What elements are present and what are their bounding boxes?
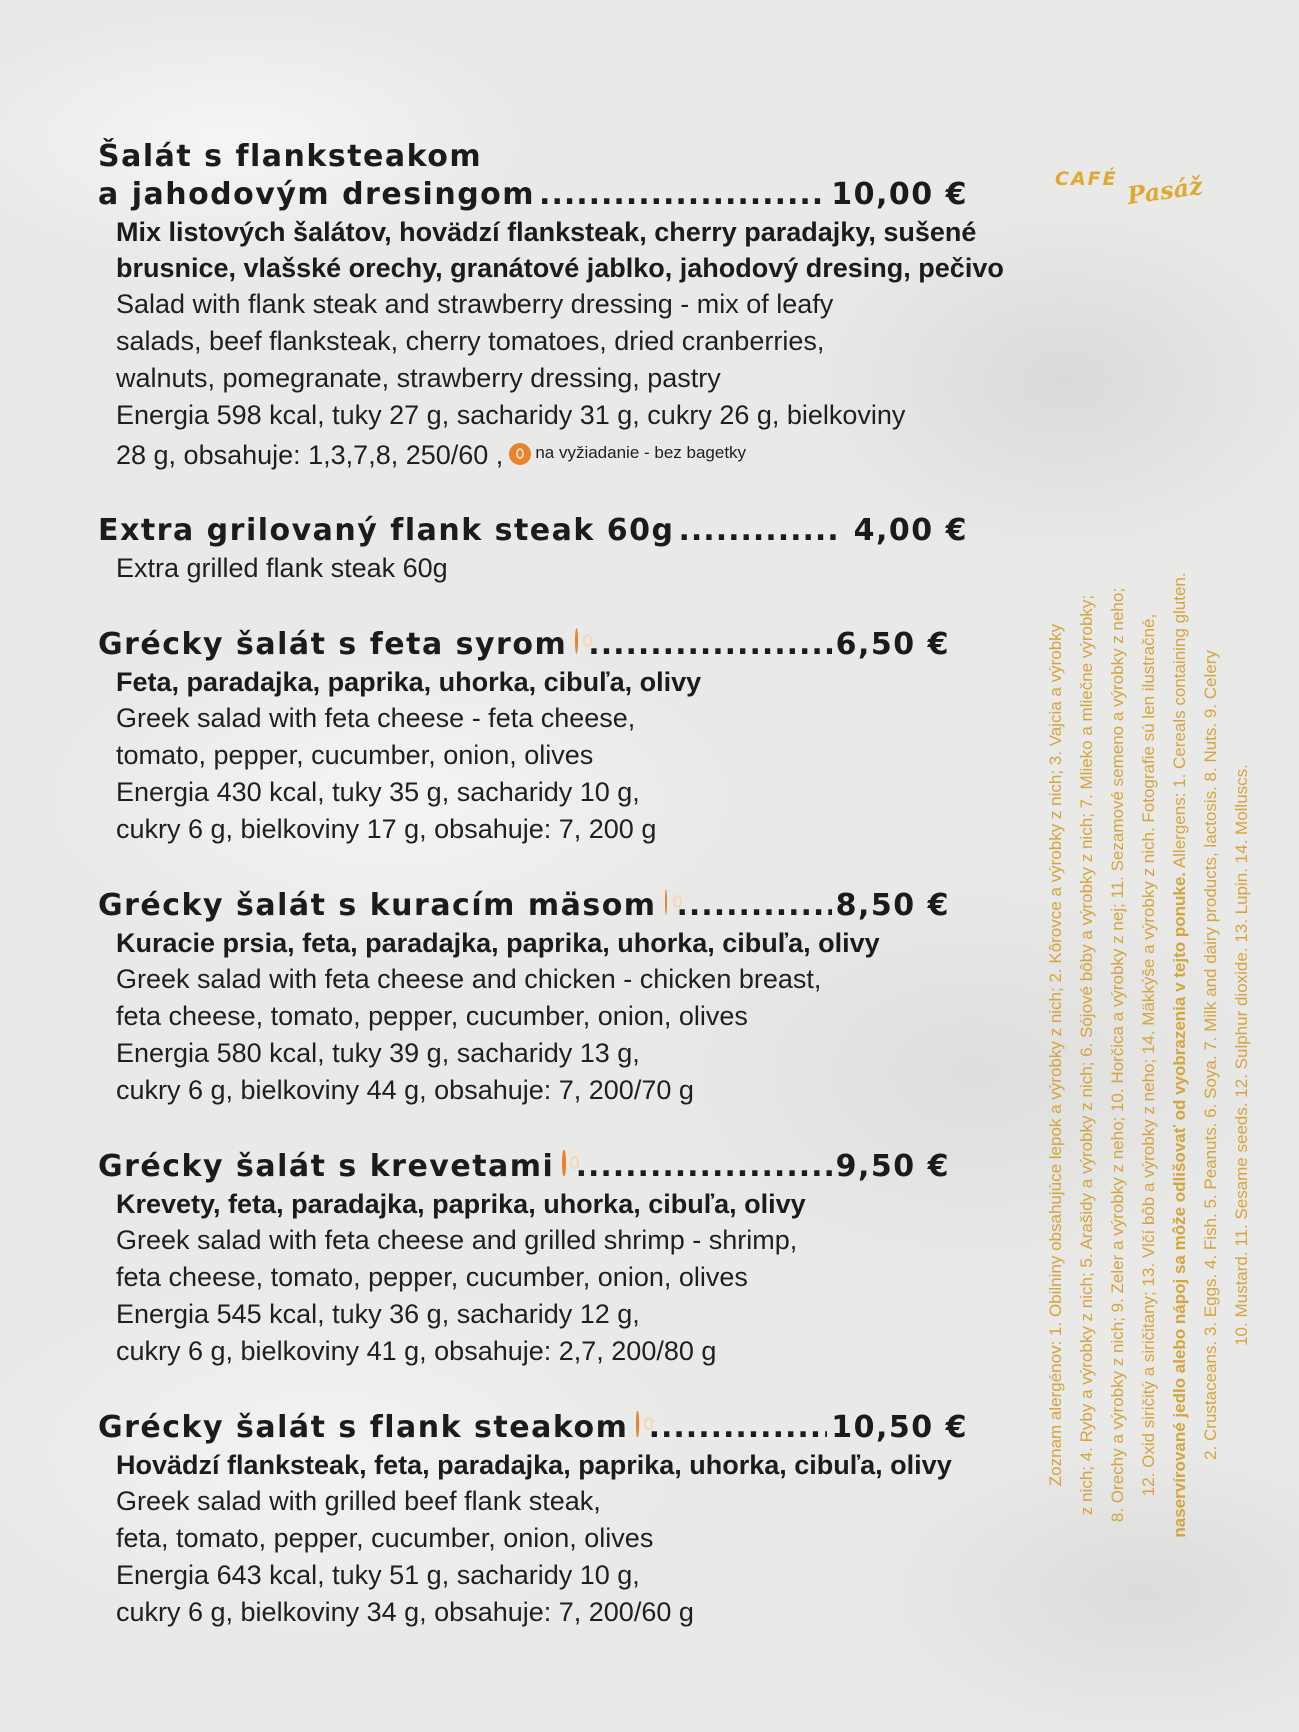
item-title: Grécky šalát s feta syrom [98, 627, 568, 662]
item-nutrition-row [116, 434, 1028, 474]
item-nutrition: cukry 6 g, bielkoviny 44 g, obsahuje: 7, 200/70 g [116, 1075, 694, 1105]
allergen-text [1040, 480, 1257, 1630]
allergen-line: z nich; 4. Ryby a výrobky z nich; 5. Arašidy a výrobky z nich; 6. Sójové bôby a výrobky z nich; 7. Mlieko a mliečne výrobky; [1077, 594, 1096, 1516]
allergen-line: 10. Mustard. 11. Sesame seeds. 12. Sulphur dioxide. 13. Lupin. 14. Molluscs. [1232, 764, 1251, 1346]
allergen-line: 8. Orechy a výrobky z nich; 9. Zeler a výrobky z neho; 10. Horčica a výrobky z nej; 11. Sezamové semeno a výrobky z neho; [1108, 587, 1127, 1523]
item-description-en: Greek salad with feta cheese and chicken - chicken breast, [116, 964, 822, 994]
dot-leader [679, 512, 840, 550]
item-title-row [98, 1148, 950, 1186]
item-title-row [98, 512, 968, 550]
menu-item-greek-feta [98, 626, 1028, 848]
item-nutrition: cukry 6 g, bielkoviny 34 g, obsahuje: 7, 200/60 g [116, 1597, 694, 1627]
item-nutrition: 28 g, obsahuje: 1,3,7,8, 250/60 , [116, 440, 504, 470]
item-description-en: Salad with flank steak and strawberry dressing - mix of leafy [116, 289, 834, 319]
item-nutrition: cukry 6 g, bielkoviny 17 g, obsahuje: 7, 200 g [116, 814, 657, 844]
item-price: 10,00 € [831, 177, 968, 212]
item-note: na vyžiadanie - bez bagetky [535, 443, 747, 462]
item-title: a jahodovým dresingom [98, 177, 536, 212]
item-nutrition: Energia 598 kcal, tuky 27 g, sacharidy 31 g, cukry 26 g, bielkoviny [116, 400, 906, 430]
dot-leader [649, 1409, 828, 1447]
item-title-row [98, 626, 950, 664]
allergen-legend [1040, 480, 1251, 1630]
menu-item-greek-chicken [98, 887, 1028, 1109]
dot-leader [677, 887, 832, 925]
item-title: Grécky šalát s kuracím mäsom [98, 888, 657, 923]
item-description-sk: brusnice, vlašské orechy, granátové jablko, jahodový dresing, pečivo [116, 253, 1004, 283]
item-title-row [98, 1409, 968, 1447]
allergen-disclaimer: naservírované jedlo alebo nápoj sa môže odlišovať od vyobrazenia v tejto ponuke. [1170, 871, 1189, 1538]
menu-item-flank-strawberry [98, 138, 1028, 474]
item-price: 10,50 € [831, 1410, 968, 1445]
allergen-line: 12. Oxid siričitý a siričitany; 13. Vlčí bôb a výrobky z neho; 14. Mäkkýše a výrobky z nich. Fotografie sú len ilustračné, [1139, 613, 1158, 1497]
item-price: 9,50 € [835, 1149, 950, 1184]
item-description-en: Greek salad with feta cheese and grilled shrimp - shrimp, [116, 1225, 798, 1255]
wheat-icon [562, 1150, 565, 1176]
item-nutrition: Energia 643 kcal, tuky 51 g, sacharidy 10 g, [116, 1560, 640, 1590]
item-description-en: tomato, pepper, cucumber, onion, olives [116, 740, 594, 770]
logo-cafe: CAFÉ [1055, 168, 1118, 190]
item-description-en: feta cheese, tomato, pepper, cucumber, onion, olives [116, 1262, 748, 1292]
allergen-line-en: Allergens: 1. Cereals containing gluten. [1170, 572, 1189, 872]
item-description-sk: Feta, paradajka, paprika, uhorka, cibuľa, olivy [116, 667, 702, 697]
item-description-en: feta cheese, tomato, pepper, cucumber, onion, olives [116, 1001, 748, 1031]
item-description-en: Extra grilled flank steak 60g [116, 553, 448, 583]
item-description-sk: Hovädzí flanksteak, feta, paradajka, paprika, uhorka, cibuľa, olivy [116, 1450, 952, 1480]
item-description-sk: Kuracie prsia, feta, paradajka, paprika, uhorka, cibuľa, olivy [116, 928, 880, 958]
allergen-line [1164, 480, 1195, 1630]
item-description-en: walnuts, pomegranate, strawberry dressing, pastry [116, 363, 721, 393]
item-price: 6,50 € [835, 627, 950, 662]
item-description-en: feta, tomato, pepper, cucumber, onion, olives [116, 1523, 654, 1553]
menu-item-greek-shrimp [98, 1148, 1028, 1370]
wheat-icon [665, 889, 667, 915]
item-description-en: Greek salad with grilled beef flank steak, [116, 1486, 601, 1516]
wheat-icon [509, 443, 531, 465]
item-nutrition: Energia 580 kcal, tuky 39 g, sacharidy 13 g, [116, 1038, 640, 1068]
dot-leader [588, 626, 831, 664]
allergen-line: Zoznam alergénov: 1. Obilniny obsahujúce lepok a výrobky z nich; 2. Kôrovce a výrobky z nich; 3. Vajcia a výrobky [1046, 623, 1065, 1487]
item-price: 4,00 € [853, 513, 968, 548]
wheat-icon [575, 628, 578, 654]
dot-leader [576, 1148, 832, 1186]
item-description-en: salads, beef flanksteak, cherry tomatoes, dried cranberries, [116, 326, 825, 356]
item-title-row [98, 887, 950, 925]
item-title: Extra grilovaný flank steak 60g [98, 513, 675, 548]
cafe-pasaz-logo [1055, 158, 1225, 218]
menu-item-extra-flank [98, 512, 1028, 587]
item-description-sk: Mix listových šalátov, hovädzí flanksteak, cherry paradajky, sušené [116, 217, 977, 247]
item-nutrition: Energia 545 kcal, tuky 36 g, sacharidy 12 g, [116, 1299, 640, 1329]
item-title: Grécky šalát s flank steakom [98, 1410, 629, 1445]
item-title: Šalát s flanksteakom [98, 139, 483, 174]
dot-leader [539, 176, 827, 214]
item-nutrition: Energia 430 kcal, tuky 35 g, sacharidy 10 g, [116, 777, 640, 807]
item-description-sk: Krevety, feta, paradajka, paprika, uhorka, cibuľa, olivy [116, 1189, 806, 1219]
allergen-line: 2. Crustaceans. 3. Eggs. 4. Fish. 5. Peanuts. 6. Soya. 7. Milk and dairy products, lactosis. 8. Nuts. 9. Celery [1201, 650, 1220, 1460]
menu-item-greek-flank [98, 1409, 1028, 1631]
item-nutrition: cukry 6 g, bielkoviny 41 g, obsahuje: 2,7, 200/80 g [116, 1336, 717, 1366]
item-description-en: Greek salad with feta cheese - feta cheese, [116, 703, 636, 733]
item-title-row [98, 176, 968, 214]
item-price: 8,50 € [835, 888, 950, 923]
logo-pasaz: Pasáž [1125, 170, 1205, 211]
item-title: Grécky šalát s krevetami [98, 1149, 555, 1184]
salad-menu [98, 138, 1028, 1670]
wheat-icon [636, 1411, 638, 1437]
